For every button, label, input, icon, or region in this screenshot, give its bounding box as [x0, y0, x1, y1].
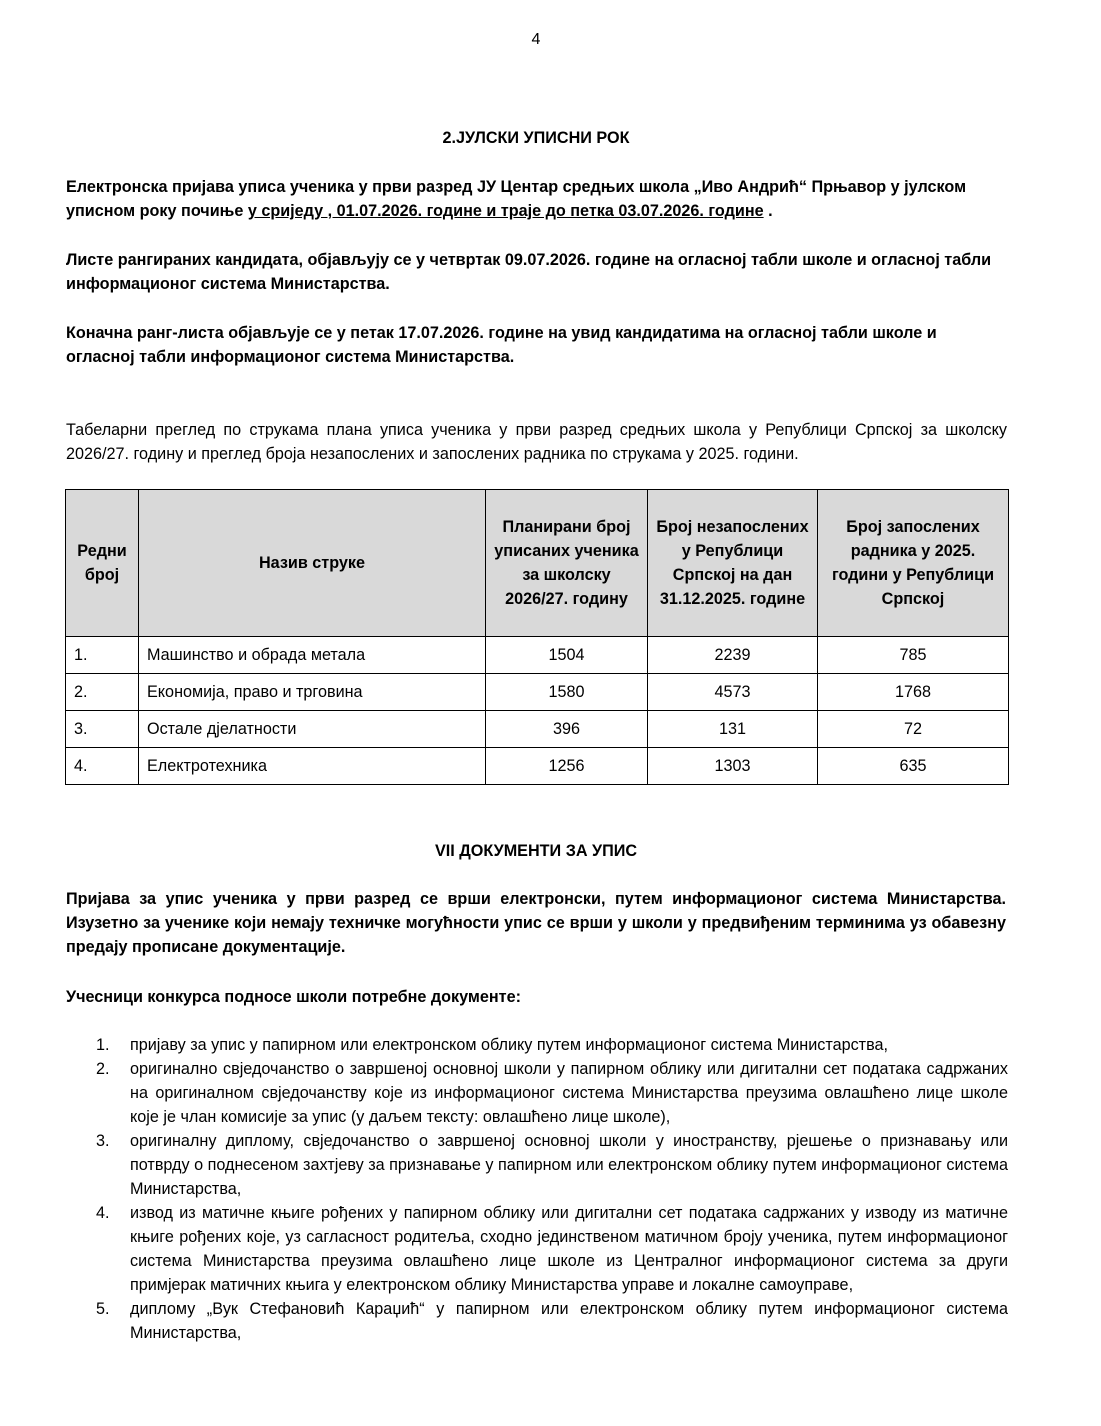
header-employed-count: Број запослених радника у 2025. години у Републици Српској: [818, 490, 1009, 637]
list-item-number: 4.: [96, 1204, 110, 1222]
header-profession-name: Назив струке: [139, 490, 486, 637]
header-planned-students: Планирани број уписаних ученика за школску 2026/27. годину: [486, 490, 648, 637]
header-unemployed-count: Број незапослених у Републици Српској на дан 31.12.2025. године: [648, 490, 818, 637]
cell-profession: Електротехника: [139, 748, 486, 785]
list-item-number: 2.: [96, 1060, 110, 1078]
list-item: [96, 1129, 1008, 1201]
list-item-number: 3.: [96, 1132, 110, 1150]
section-title-july-enrollment: 2.ЈУЛСКИ УПИСНИ РОК: [442, 129, 630, 147]
section-title-enrollment-documents: VII ДОКУМЕНТИ ЗА УПИС: [434, 842, 638, 860]
cell-planned: 1580: [486, 674, 648, 711]
list-item: [96, 1297, 1008, 1345]
application-dates-underlined: у сриједу , 01.07.2026. године и траје до петка 03.07.2026. године: [247, 202, 764, 220]
list-item-text: диплому „Вук Стефановић Караџић“ у папирном или електронском облику путем информационог система Министарства,: [130, 1300, 1008, 1342]
cell-unemployed: 131: [648, 711, 818, 748]
cell-planned: 1256: [486, 748, 648, 785]
paragraph-electronic-application: [66, 175, 1006, 223]
list-item-text: оригиналну диплому, свједочанство о завршеној основној школи у иностранству, рјешење о признавању или потврду о поднесеном захтјеву за признавање у папирном или електронском облику путем информационог система Министарства,: [130, 1132, 1009, 1198]
table-row: [66, 711, 1009, 748]
cell-profession: Машинство и обрада метала: [139, 637, 486, 674]
list-item-number: 1.: [96, 1036, 110, 1054]
list-item: [96, 1033, 1008, 1057]
table-row: [66, 637, 1009, 674]
cell-employed: 72: [818, 711, 1009, 748]
cell-unemployed: 1303: [648, 748, 818, 785]
cell-ordinal: 3.: [66, 711, 139, 748]
enrollment-plan-table: [65, 489, 1009, 785]
cell-unemployed: 2239: [648, 637, 818, 674]
cell-profession: Остале дјелатности: [139, 711, 486, 748]
cell-ordinal: 1.: [66, 637, 139, 674]
paragraph-required-documents-intro: Учесници конкурса подносе школи потребне документе:: [66, 988, 521, 1006]
table-intro-paragraph: Табеларни преглед по струкама плана уписа ученика у први разред средњих школа у Републици Српској за школску 2026/27. годину и преглед броја незапослених и запослених радника по струкама у 2025. години.: [66, 421, 1007, 463]
list-item-text: оригинално свједочанство о завршеној основној школи у папирном облику или дигитални сет података садржаних на оригиналном свједочанству које из информационог система Министарства преузима овлашћено лице школе које је члан комисије за упис (у даљем тексту: овлашћено лице школе),: [130, 1060, 1008, 1126]
cell-employed: 635: [818, 748, 1009, 785]
table-row: [66, 748, 1009, 785]
paragraph-text-end: .: [763, 202, 773, 220]
cell-employed: 1768: [818, 674, 1009, 711]
paragraph-ranked-lists: Листе рангираних кандидата, објављују се у четвртак 09.07.2026. године на огласној табли школе и огласној табли информационог система Министарства.: [66, 251, 992, 293]
page-number: 4: [531, 31, 541, 48]
cell-ordinal: 2.: [66, 674, 139, 711]
table-row: [66, 674, 1009, 711]
cell-employed: 785: [818, 637, 1009, 674]
list-item: [96, 1057, 1008, 1129]
cell-planned: 396: [486, 711, 648, 748]
paragraph-application-method: Пријава за упис ученика у први разред се врши електронски, путем информационог система Министарства. Изузетно за ученике који немају техничке могућности упис се врши у школи у предвиђеним терминима уз обавезну предају прописане документације.: [66, 890, 1006, 956]
cell-profession: Економија, право и трговина: [139, 674, 486, 711]
cell-planned: 1504: [486, 637, 648, 674]
table-header-row: [66, 490, 1009, 637]
required-documents-list: [96, 1033, 1008, 1345]
list-item: [96, 1201, 1008, 1297]
cell-ordinal: 4.: [66, 748, 139, 785]
paragraph-text: Електронска пријава уписа ученика у први разред ЈУ Центар средњих школа „Иво Андрић“ Прњавор у јулском уписном року почиње: [66, 178, 967, 220]
list-item-text: извод из матичне књиге рођених у папирном облику или дигитални сет података садржаних у изводу из матичне књиге рођених које, уз сагласност родитеља, сходно јединственом матичном броју ученика, путем информационог система Министарства преузима овлашћено лице школе из Централног информационог система за други примјерак матичних књига у електронском облику Министарства управе и локалне самоуправе,: [130, 1204, 1008, 1294]
list-item-text: пријаву за упис у папирном или електронском облику путем информационог система Министарства,: [130, 1036, 889, 1054]
header-ordinal-number: Редни број: [66, 490, 139, 637]
paragraph-final-rank-list: Коначна ранг-листа објављује се у петак 17.07.2026. године на увид кандидатима на огласној табли школе и огласној табли информационог система Министарства.: [66, 324, 937, 366]
list-item-number: 5.: [96, 1300, 110, 1318]
cell-unemployed: 4573: [648, 674, 818, 711]
